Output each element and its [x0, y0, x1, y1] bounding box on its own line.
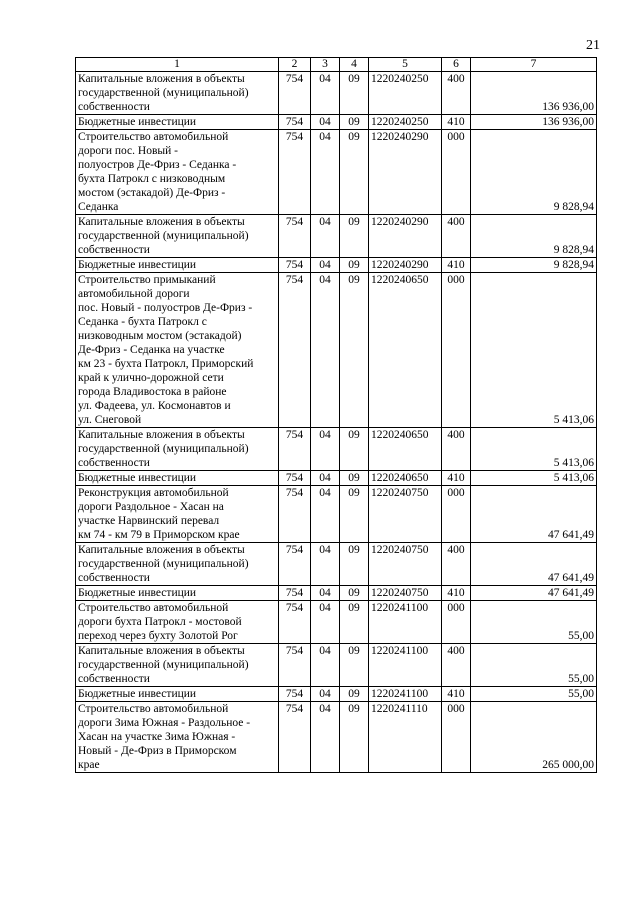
amount-cell: 5 413,06	[471, 273, 597, 428]
budget-table	[75, 57, 597, 773]
ministry-code-cell: 754	[279, 215, 311, 258]
target-article-code-cell: 1220240750	[369, 486, 442, 543]
target-article-code-cell: 1220240250	[369, 72, 442, 115]
header-col-5: 5	[369, 58, 442, 72]
expense-type-code-cell: 400	[442, 215, 471, 258]
subsection-code-cell: 09	[340, 130, 369, 215]
subsection-code-cell: 09	[340, 258, 369, 273]
ministry-code-cell: 754	[279, 428, 311, 471]
item-name-cell: Бюджетные инвестиции	[76, 471, 279, 486]
expense-type-code-cell: 000	[442, 130, 471, 215]
header-col-4: 4	[340, 58, 369, 72]
header-col-1: 1	[76, 58, 279, 72]
target-article-code-cell: 1220241100	[369, 687, 442, 702]
expense-type-code-cell: 000	[442, 601, 471, 644]
amount-cell: 47 641,49	[471, 543, 597, 586]
subsection-code-cell: 09	[340, 115, 369, 130]
table-row	[76, 543, 597, 586]
item-name-cell: Строительство автомобильной дороги пос. Новый - полуостров Де-Фриз - Седанка - бухта Патрокл с низководным мостом (эстакадой) Де-Фриз - Седанка	[76, 130, 279, 215]
header-col-6: 6	[442, 58, 471, 72]
amount-cell: 55,00	[471, 601, 597, 644]
amount-cell: 136 936,00	[471, 72, 597, 115]
table-row	[76, 258, 597, 273]
header-col-3: 3	[311, 58, 340, 72]
subsection-code-cell: 09	[340, 586, 369, 601]
section-code-cell: 04	[311, 486, 340, 543]
amount-cell: 47 641,49	[471, 586, 597, 601]
expense-type-code-cell: 400	[442, 72, 471, 115]
ministry-code-cell: 754	[279, 586, 311, 601]
ministry-code-cell: 754	[279, 687, 311, 702]
table-row	[76, 486, 597, 543]
amount-cell: 47 641,49	[471, 486, 597, 543]
expense-type-code-cell: 410	[442, 687, 471, 702]
section-code-cell: 04	[311, 72, 340, 115]
header-col-7: 7	[471, 58, 597, 72]
item-name-cell: Бюджетные инвестиции	[76, 687, 279, 702]
header-row	[76, 58, 597, 72]
item-name-cell: Строительство примыканий автомобильной дороги пос. Новый - полуостров Де-Фриз - Седанка - бухта Патрокл с низководным мостом (эстакадой) Де-Фриз - Седанка на участке км 23 - бухта Патрокл, Приморский край к улично-дорожной сети города Владивостока в районе ул. Фадеева, ул. Космонавтов и ул. Снеговой	[76, 273, 279, 428]
table-row	[76, 471, 597, 486]
item-name-cell: Бюджетные инвестиции	[76, 115, 279, 130]
amount-cell: 5 413,06	[471, 471, 597, 486]
item-name-cell: Реконструкция автомобильной дороги Раздольное - Хасан на участке Нарвинский перевал км 74 - км 79 в Приморском крае	[76, 486, 279, 543]
subsection-code-cell: 09	[340, 471, 369, 486]
ministry-code-cell: 754	[279, 644, 311, 687]
header-col-2: 2	[279, 58, 311, 72]
item-name-cell: Капитальные вложения в объекты государственной (муниципальной) собственности	[76, 644, 279, 687]
item-name-cell: Строительство автомобильной дороги Зима Южная - Раздольное - Хасан на участке Зима Южная - Новый - Де-Фриз в Приморском крае	[76, 702, 279, 773]
section-code-cell: 04	[311, 543, 340, 586]
section-code-cell: 04	[311, 215, 340, 258]
ministry-code-cell: 754	[279, 273, 311, 428]
table-row	[76, 273, 597, 428]
target-article-code-cell: 1220240650	[369, 471, 442, 486]
target-article-code-cell: 1220240650	[369, 428, 442, 471]
target-article-code-cell: 1220240650	[369, 273, 442, 428]
amount-cell: 9 828,94	[471, 215, 597, 258]
table-row	[76, 115, 597, 130]
expense-type-code-cell: 410	[442, 586, 471, 601]
section-code-cell: 04	[311, 586, 340, 601]
target-article-code-cell: 1220241100	[369, 601, 442, 644]
expense-type-code-cell: 000	[442, 273, 471, 428]
target-article-code-cell: 1220240750	[369, 543, 442, 586]
table-row	[76, 586, 597, 601]
expense-type-code-cell: 410	[442, 258, 471, 273]
amount-cell: 55,00	[471, 644, 597, 687]
table-row	[76, 702, 597, 773]
ministry-code-cell: 754	[279, 115, 311, 130]
subsection-code-cell: 09	[340, 428, 369, 471]
section-code-cell: 04	[311, 428, 340, 471]
ministry-code-cell: 754	[279, 543, 311, 586]
item-name-cell: Строительство автомобильной дороги бухта Патрокл - мостовой переход через бухту Золотой Рог	[76, 601, 279, 644]
table-row	[76, 601, 597, 644]
item-name-cell: Капитальные вложения в объекты государственной (муниципальной) собственности	[76, 215, 279, 258]
target-article-code-cell: 1220240290	[369, 130, 442, 215]
ministry-code-cell: 754	[279, 258, 311, 273]
table-row	[76, 215, 597, 258]
expense-type-code-cell: 400	[442, 644, 471, 687]
target-article-code-cell: 1220240250	[369, 115, 442, 130]
amount-cell: 5 413,06	[471, 428, 597, 471]
section-code-cell: 04	[311, 687, 340, 702]
table-row	[76, 428, 597, 471]
expense-type-code-cell: 410	[442, 115, 471, 130]
ministry-code-cell: 754	[279, 601, 311, 644]
item-name-cell: Капитальные вложения в объекты государственной (муниципальной) собственности	[76, 428, 279, 471]
section-code-cell: 04	[311, 115, 340, 130]
subsection-code-cell: 09	[340, 601, 369, 644]
ministry-code-cell: 754	[279, 72, 311, 115]
subsection-code-cell: 09	[340, 72, 369, 115]
ministry-code-cell: 754	[279, 702, 311, 773]
amount-cell: 55,00	[471, 687, 597, 702]
subsection-code-cell: 09	[340, 273, 369, 428]
target-article-code-cell: 1220241110	[369, 702, 442, 773]
ministry-code-cell: 754	[279, 471, 311, 486]
expense-type-code-cell: 410	[442, 471, 471, 486]
subsection-code-cell: 09	[340, 702, 369, 773]
target-article-code-cell: 1220241100	[369, 644, 442, 687]
table-row	[76, 130, 597, 215]
item-name-cell: Капитальные вложения в объекты государственной (муниципальной) собственности	[76, 72, 279, 115]
section-code-cell: 04	[311, 644, 340, 687]
subsection-code-cell: 09	[340, 644, 369, 687]
section-code-cell: 04	[311, 130, 340, 215]
subsection-code-cell: 09	[340, 486, 369, 543]
item-name-cell: Бюджетные инвестиции	[76, 586, 279, 601]
target-article-code-cell: 1220240750	[369, 586, 442, 601]
section-code-cell: 04	[311, 471, 340, 486]
section-code-cell: 04	[311, 258, 340, 273]
page-number: 21	[586, 38, 600, 53]
subsection-code-cell: 09	[340, 215, 369, 258]
item-name-cell: Капитальные вложения в объекты государственной (муниципальной) собственности	[76, 543, 279, 586]
expense-type-code-cell: 400	[442, 543, 471, 586]
table-row	[76, 687, 597, 702]
ministry-code-cell: 754	[279, 486, 311, 543]
expense-type-code-cell: 000	[442, 486, 471, 543]
expense-type-code-cell: 000	[442, 702, 471, 773]
amount-cell: 136 936,00	[471, 115, 597, 130]
amount-cell: 265 000,00	[471, 702, 597, 773]
amount-cell: 9 828,94	[471, 258, 597, 273]
section-code-cell: 04	[311, 273, 340, 428]
target-article-code-cell: 1220240290	[369, 258, 442, 273]
target-article-code-cell: 1220240290	[369, 215, 442, 258]
ministry-code-cell: 754	[279, 130, 311, 215]
table-row	[76, 72, 597, 115]
expense-type-code-cell: 400	[442, 428, 471, 471]
section-code-cell: 04	[311, 702, 340, 773]
item-name-cell: Бюджетные инвестиции	[76, 258, 279, 273]
subsection-code-cell: 09	[340, 687, 369, 702]
amount-cell: 9 828,94	[471, 130, 597, 215]
section-code-cell: 04	[311, 601, 340, 644]
subsection-code-cell: 09	[340, 543, 369, 586]
table-row	[76, 644, 597, 687]
